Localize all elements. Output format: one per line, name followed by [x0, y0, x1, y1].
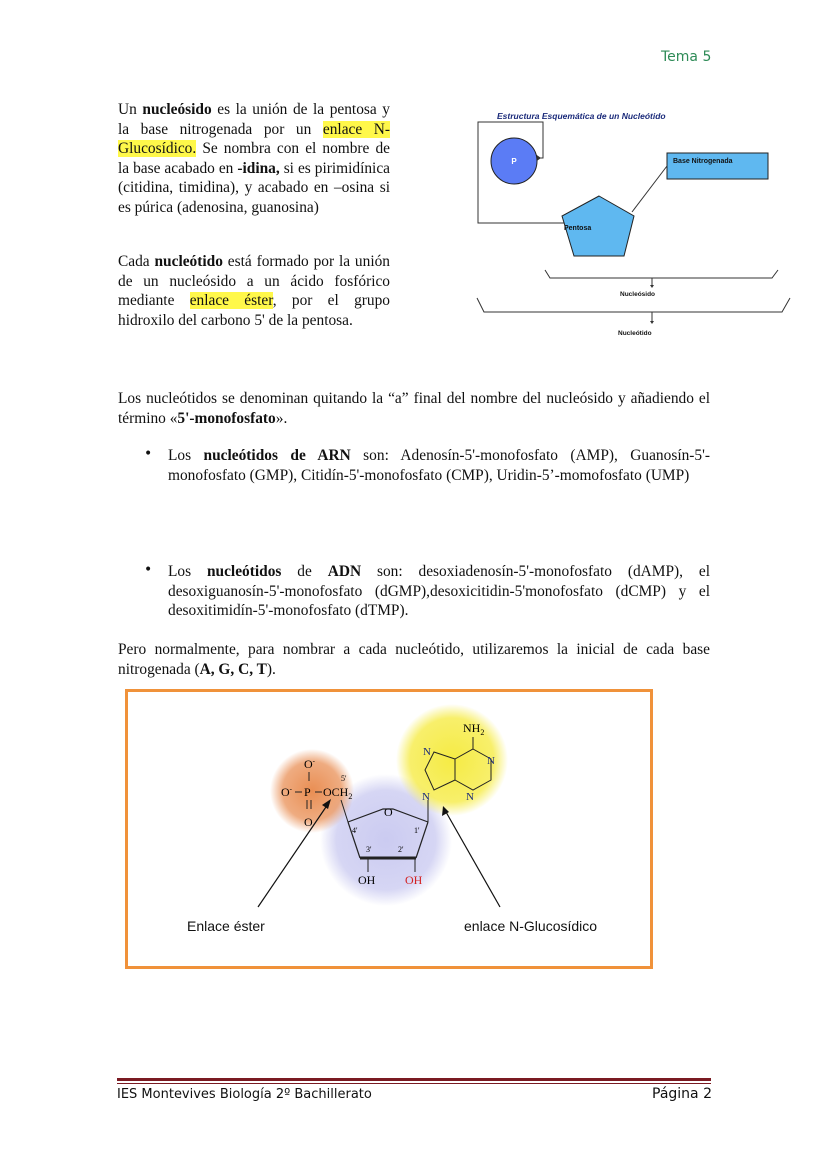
term-nucleotidos: nucleótidos: [206, 563, 282, 580]
text: si es pirimidínica (citidina, timidina), y acabado en –osina si es púrica (adenosina, guanosina): [118, 159, 390, 216]
text: son: Adenosín-5'-monofosfato (AMP), Guanosín-5'-monofosfato (GMP), Citidín-5'-monofosfato (CMP), Uridin-5’-momofosfato (UMP): [168, 447, 711, 484]
mol-n7: N: [423, 746, 431, 758]
term-nucleotido: nucleótido: [154, 253, 223, 270]
mol-n9: N: [422, 791, 430, 803]
schema-bracket-nucleotido: [477, 298, 790, 312]
schema-base-label: Base Nitrogenada: [673, 158, 733, 165]
footer-rule-thick: [117, 1078, 711, 1081]
mol-c2: 2': [398, 845, 404, 854]
schema-title: Estructura Esquemática de un Nucleótido: [497, 111, 666, 121]
schema-bracket-nucleosido: [545, 270, 778, 278]
text: Se nombra con el nombre de la base acabado en: [118, 140, 390, 177]
term-nucleosido: nucleósido: [142, 101, 212, 118]
text: de: [281, 563, 328, 580]
paragraph-nucleosido: [118, 100, 390, 218]
footer-page-number: Página 2: [652, 1086, 712, 1102]
schema-base-rect: [667, 153, 768, 179]
text: Los: [168, 563, 207, 580]
nucleotide-schema-diagram: [470, 100, 800, 350]
mol-o-left: O-: [281, 785, 293, 799]
mol-oh-2: OH: [405, 873, 423, 887]
text: Pero normalmente, para nombrar a cada nucleótido, utilizaremos la inicial de cada base nitrogenada (: [118, 641, 710, 678]
term-agct: A, G, C, T: [199, 660, 267, 678]
mol-n1: N: [487, 755, 495, 767]
mol-o-bottom: O: [304, 815, 313, 829]
text: ).: [266, 660, 276, 678]
mol-nh2: $NH_2$: [463, 721, 485, 737]
term-arn: nucleótidos de ARN: [203, 447, 351, 464]
paragraph-inicial-base: [118, 640, 710, 679]
highlight-enlace-n-glucosidico: enlace N-Glucosídico.: [118, 120, 391, 158]
nucleotide-molecule: [128, 692, 650, 966]
schema-arrow-nucleosido-head: [650, 285, 654, 288]
text: Los nucleótidos se denominan quitando la “a” final del nombre del nucleósido y añadiendo el término «: [118, 390, 710, 427]
text: , por el grupo hidroxilo del carbono 5' de la pentosa.: [118, 292, 390, 329]
footer-school: IES Montevives Biología 2º Bachillerato: [117, 1087, 372, 1102]
text: es la unión de la pentosa y la base nitrogenada por un: [118, 101, 390, 138]
text: Cada: [118, 253, 155, 270]
mol-n3: N: [466, 791, 474, 803]
bullet-dot: •: [144, 562, 153, 578]
text: ».: [275, 409, 288, 427]
term-5-monofosfato: 5'-monofosfato: [177, 409, 276, 427]
footer-rule-thin: [117, 1083, 711, 1084]
paragraph-monofosfato: [118, 389, 710, 428]
schema-nucleosido-label: Nucleósido: [620, 291, 656, 298]
mol-c5: 5': [341, 774, 347, 783]
text: Los: [168, 447, 204, 464]
mol-c4: 4': [352, 826, 358, 835]
mol-p: P: [304, 785, 311, 799]
mol-oh-3: OH: [358, 873, 376, 887]
term-adn: ADN: [327, 563, 362, 580]
highlight-enlace-ester: enlace éster: [189, 292, 273, 310]
bullet-arn: [168, 446, 710, 485]
arrow-glucosidico-line: [446, 812, 500, 907]
mol-o-ring: O: [384, 805, 393, 819]
term-idina: -idina,: [237, 159, 280, 177]
header-tema: Tema 5: [661, 49, 712, 65]
schema-pentosa-label: Pentosa: [564, 225, 592, 232]
text: Un: [118, 101, 143, 118]
label-enlace-glucosidico: enlace N-Glucosídico: [464, 918, 598, 934]
bullet-adn: [168, 562, 710, 621]
schema-p-label: P: [511, 157, 517, 166]
paragraph-nucleotido: [118, 252, 390, 330]
text: está formado por la unión de un nucleósido a un ácido fosfórico mediante: [118, 253, 390, 310]
mol-c1: 1': [414, 826, 420, 835]
schema-link-pentosa-base: [632, 166, 667, 212]
mol-och2: $OCH_2$: [323, 785, 353, 801]
label-enlace-ester: Enlace éster: [187, 918, 265, 934]
schema-nucleotido-label: Nucleótido: [618, 330, 652, 337]
bullet-dot: •: [144, 446, 153, 462]
mol-c3: 3': [366, 845, 372, 854]
mol-o-top: O-: [304, 757, 316, 771]
schema-arrow-nucleotido-head: [650, 321, 654, 324]
text: son: desoxiadenosín-5'-monofosfato (dAMP), el desoxiguanosín-5'-monofosfato (dGMP),desoxicitidin-5'monofosfato (dCMP) y el desoxitimidín-5'-monofosfato (dTMP).: [168, 563, 710, 620]
